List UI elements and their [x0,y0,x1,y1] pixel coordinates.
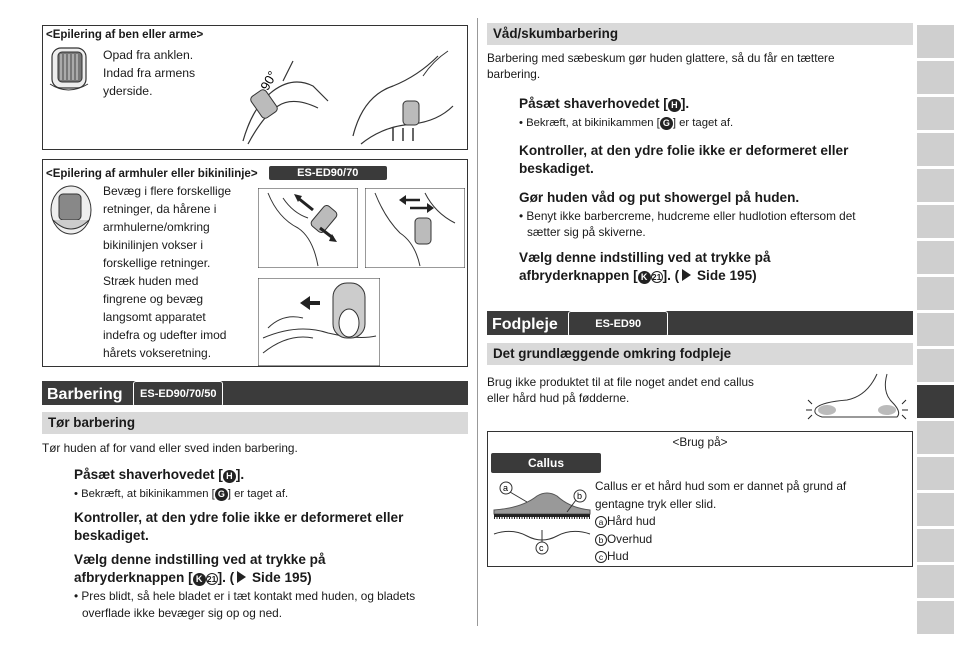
legs-arms-box [42,25,468,150]
step-select-setting: Vælg denne indstilling ved at trykke på afbryderknappen [ K 21]. ( Side 195) [74,552,326,585]
chapter-tabs [917,25,954,637]
legend-item: a Hård hud [595,513,846,531]
skin-layers-diagram [492,478,592,558]
box-title: <Epilering af ben eller arme> [46,29,204,41]
legend-item: c Hud [595,548,846,566]
callus-box [487,431,913,567]
subheader-dry-shaving: Tør barbering [42,412,468,434]
text-line: bikinilinjen vokser i [103,238,204,252]
section-title: Barbering [47,386,123,403]
chapter-tab[interactable] [917,61,954,94]
section-header-fodpleje [487,311,913,335]
model-badge: ES-ED90/70/50 [133,381,223,407]
text-line: armhulerne/omkring [103,220,210,234]
chapter-tab[interactable] [917,457,954,490]
intro-text: Tør huden af for vand eller sved inden barbering. [42,441,298,455]
box-title: <Brug på> [672,435,728,449]
subheader-foot-care-basics: Det grundlæggende omkring fodpleje [487,343,913,365]
text-line: Stræk huden med [103,274,199,288]
leg-arm-illustration [233,46,463,146]
letter-marker: G [215,488,228,501]
section-title: Fodpleje [492,316,558,333]
chapter-tab[interactable] [917,97,954,130]
chapter-tab[interactable] [917,277,954,310]
text-line: barbering. [487,67,541,81]
text-line: eller hård hud på fødderne. [487,391,630,405]
bullet-text: • Bekræft, at bikinikammen [ G ] er taget af. [74,488,289,500]
text-line: retninger, da hårene i [103,202,217,216]
armpit-illustration-2 [365,188,465,268]
section-header-barbering [42,381,468,405]
text-line: langsomt apparatet [103,310,206,324]
text-line: gentagne tryk eller slid. [595,496,717,511]
diagram-marker-b: b [577,491,583,501]
skin-stretch-illustration [258,278,380,366]
box-title: <Epilering af armhuler eller bikinilinje> [46,168,258,180]
text-line: Barbering med sæbeskum gør huden glattere, så du får en tættere [487,51,835,65]
text-line: Brug ikke produktet til at file noget andet end callus [487,375,754,389]
chapter-tab[interactable] [917,169,954,202]
text-line: hårets vokseretning. [103,346,212,360]
step-check-foil: Kontroller, at den ydre folie ikke er deformeret eller beskadiget. [519,143,849,176]
legend-item: b Overhud [595,531,846,549]
chapter-tab[interactable] [917,385,954,418]
armpit-bikini-box [42,159,468,367]
model-badge: ES-ED90/70 [269,166,387,180]
armpit-illustration-1 [258,188,358,268]
number-marker: 21 [206,574,217,584]
text-line: fingrene og bevæg [103,292,204,306]
column-divider [477,18,478,626]
text-line: indefra og udefter imod [103,328,227,342]
text-line: Opad fra anklen. [103,48,194,62]
bullet-text: • Bekræft, at bikinikammen [ G ] er taget af. [519,117,734,129]
chapter-tab[interactable] [917,313,954,346]
chapter-tab[interactable] [917,25,954,58]
chapter-tab[interactable] [917,421,954,454]
letter-marker: H [223,470,236,483]
letter-marker: G [660,117,673,130]
step-check-foil: Kontroller, at den ydre folie ikke er deformeret eller beskadiget. [74,510,404,543]
model-badge: ES-ED90 [568,311,668,337]
diagram-marker-c: c [539,543,544,553]
text-line: forskellige retninger. [103,256,211,270]
chapter-tab[interactable] [917,241,954,274]
angle-label: 90° [257,68,281,93]
chapter-tab[interactable] [917,529,954,562]
page-reference-icon [682,269,691,281]
text-line: Callus er et hård hud som er dannet på grund af [595,479,847,493]
epilator-cap-icon [48,184,94,236]
page-reference-icon [237,571,246,583]
text-line: Bevæg i flere forskellige [103,184,232,198]
chapter-tab[interactable] [917,601,954,634]
diagram-marker-a: a [503,483,509,493]
letter-marker: K [193,573,206,586]
text-line: Indad fra armens [103,66,196,80]
letter-marker: K [638,271,651,284]
chapter-tab[interactable] [917,133,954,166]
step-select-setting: Vælg denne indstilling ved at trykke på afbryderknappen [ K 21]. ( Side 195) [519,250,771,283]
chapter-tab[interactable] [917,565,954,598]
bullet-text: • Benyt ikke barbercreme, hudcreme eller hudlotion eftersom det sætter sig på skiverne. [519,209,856,239]
chapter-tab[interactable] [917,205,954,238]
callus-badge: Callus [491,453,601,473]
step-attach-head: Påsæt shaverhovedet [ H ]. [74,467,245,482]
number-marker: 21 [651,272,662,282]
letter-marker: H [668,99,681,112]
bullet-text: • Pres blidt, så hele bladet er i tæt kontakt med huden, og bladets overflade ikke bevæger sig op og ned. [74,589,416,620]
text-line: yderside. [103,84,153,98]
step-wet-skin: Gør huden våd og put showergel på huden. [519,190,800,205]
foot-illustration [802,372,912,422]
epilator-head-icon [48,44,92,96]
chapter-tab[interactable] [917,349,954,382]
chapter-tab[interactable] [917,493,954,526]
subheader-wet-shaving: Våd/skumbarbering [487,23,913,45]
step-attach-head: Påsæt shaverhovedet [ H ]. [519,96,690,111]
